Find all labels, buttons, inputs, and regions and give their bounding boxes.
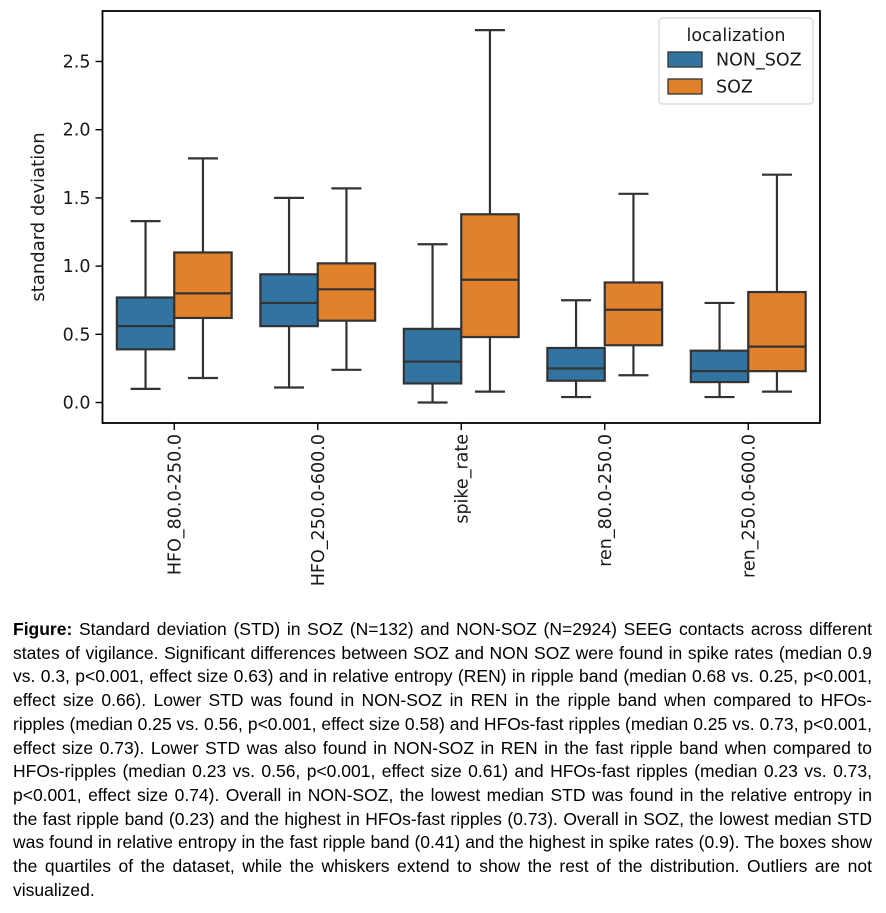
x-tick-label: HFO_250.0-600.0 bbox=[308, 434, 329, 587]
iqr-box bbox=[117, 297, 174, 349]
y-axis-label: standard deviation bbox=[28, 132, 49, 302]
legend-swatch-non_soz bbox=[668, 52, 702, 67]
iqr-box bbox=[260, 274, 317, 326]
iqr-box bbox=[547, 348, 604, 381]
iqr-box bbox=[174, 252, 231, 317]
iqr-box bbox=[318, 263, 375, 320]
figure-caption-label: Figure: bbox=[13, 619, 73, 639]
y-tick-label: 0.5 bbox=[62, 325, 91, 346]
iqr-box bbox=[748, 292, 805, 371]
y-tick-label: 1.5 bbox=[62, 188, 91, 209]
legend-swatch-soz bbox=[668, 79, 702, 94]
y-tick-label: 0.0 bbox=[62, 393, 91, 414]
y-tick-label: 2.5 bbox=[62, 52, 91, 73]
legend bbox=[659, 18, 813, 104]
iqr-box bbox=[404, 329, 461, 384]
x-tick-label: ren_250.0-600.0 bbox=[739, 434, 760, 578]
figure-caption bbox=[13, 618, 872, 902]
x-tick-label: ren_80.0-250.0 bbox=[595, 434, 616, 567]
legend-label-soz: SOZ bbox=[716, 77, 753, 98]
legend-label-non_soz: NON_SOZ bbox=[716, 50, 802, 71]
x-tick-label: spike_rate bbox=[452, 434, 473, 524]
x-tick-label: HFO_80.0-250.0 bbox=[165, 434, 186, 576]
iqr-box bbox=[691, 351, 748, 382]
legend-title: localization bbox=[686, 26, 786, 46]
y-tick-label: 1.0 bbox=[62, 257, 91, 278]
y-tick-label: 2.0 bbox=[62, 120, 91, 141]
iqr-box bbox=[461, 214, 518, 337]
figure-caption-text: Standard deviation (STD) in SOZ (N=132) and NON-SOZ (N=2924) SEEG contacts across different states of vigilance. Significant differences between SOZ and NON SOZ were found in spike rates (median 0.9 vs. 0.3, p<0.001, effect size 0.63) and in relative entropy (REN) in ripple band (median 0.68 vs. 0.25, p<0.001, effect size 0.66). Lower STD was found in NON-SOZ in REN in the ripple band when compared to HFOs-ripples (median 0.25 vs. 0.56, p<0.001, effect size 0.58) and HFOs-fast ripples (median 0.25 vs. 0.73, p<0.001, effect size 0.73). Lower STD was also found in NON-SOZ in REN in the fast ripple band when compared to HFOs-ripples (median 0.23 vs. 0.56, p<0.001, effect size 0.61) and HFOs-fast ripples (median 0.23 vs. 0.73, p<0.001, effect size 0.74). Overall in NON-SOZ, the lowest median STD was found in the relative entropy in the fast ripple band (0.23) and the highest in HFOs-fast ripples (0.73). Overall in SOZ, the lowest median STD was found in relative entropy in the fast ripple band (0.41) and the highest in spike rates (0.9). The boxes show the quartiles of the dataset, while the whiskers extend to show the rest of the distribution. Outliers are not visualized. bbox=[13, 619, 872, 900]
iqr-box bbox=[605, 282, 662, 345]
